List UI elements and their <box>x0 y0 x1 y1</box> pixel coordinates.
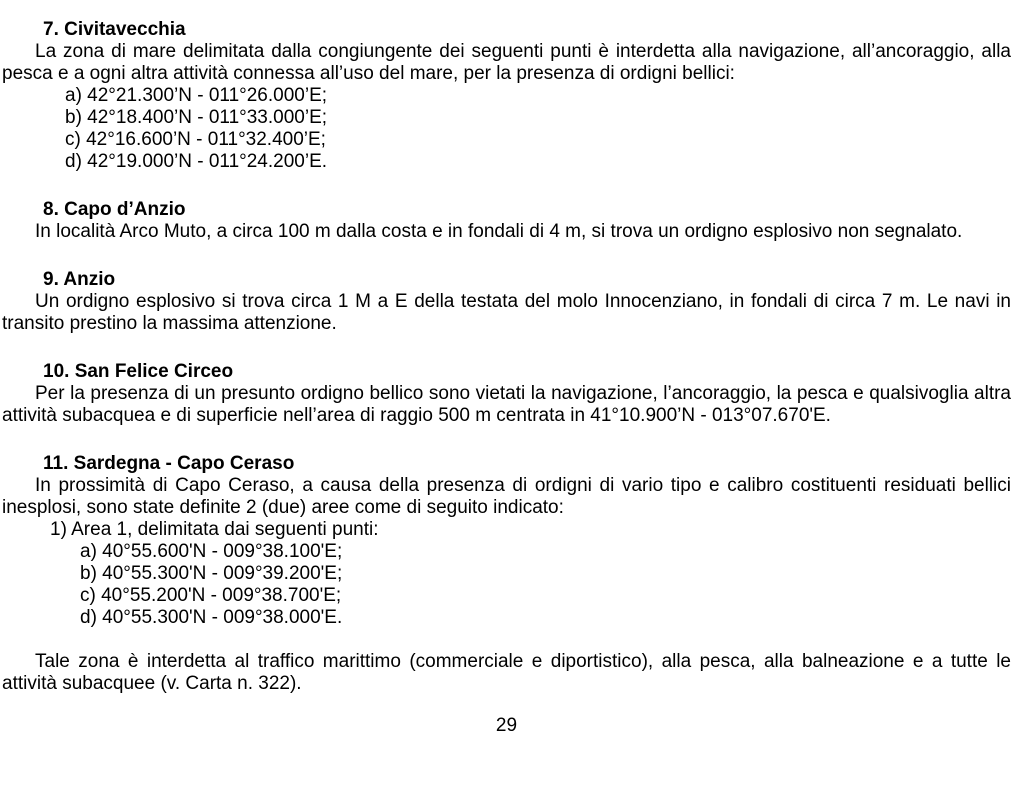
section-paragraph-capo-danzio: In località Arco Muto, a circa 100 m dalla costa e in fondali di 4 m, si trova un ordigno esplosivo non segnalato. <box>35 221 963 242</box>
coordinate-item: b) 42°18.400’N - 011°33.000’E; <box>65 107 328 128</box>
area-list-item: 1) Area 1, delimitata dai seguenti punti: <box>50 519 379 540</box>
coordinate-item: d) 40°55.300'N - 009°38.000'E. <box>80 607 343 628</box>
section-paragraph-sardegna-capo-ceraso: In prossimità di Capo Ceraso, a causa della presenza di ordigni di vario tipo e calibro costituenti residuati bellici inesplosi, sono state definite 2 (due) aree come di seguito indicato: <box>2 475 1011 518</box>
coordinate-item: b) 40°55.300'N - 009°39.200'E; <box>80 563 343 584</box>
closing-paragraph: Tale zona è interdetta al traffico marittimo (commerciale e diportistico), alla pesca, alla balneazione e a tutte le attività subacquee (v. Carta n. 322). <box>2 651 1011 694</box>
coordinate-item: c) 42°16.600’N - 011°32.400’E; <box>65 129 326 150</box>
section-heading-sardegna-capo-ceraso: 11. Sardegna - Capo Ceraso <box>43 453 295 474</box>
section-paragraph-civitavecchia: La zona di mare delimitata dalla congiungente dei seguenti punti è interdetta alla navigazione, all’ancoraggio, alla pesca e a ogni altra attività connessa all’uso del mare, per la presenza di ordigni bellici: <box>2 41 1011 84</box>
coordinate-item: a) 42°21.300’N - 011°26.000’E; <box>65 85 328 106</box>
page-number: 29 <box>495 715 518 736</box>
coordinate-item: c) 40°55.200'N - 009°38.700'E; <box>80 585 342 606</box>
coordinate-list-civitavecchia <box>65 85 1011 173</box>
coordinate-item: a) 40°55.600'N - 009°38.100'E; <box>80 541 343 562</box>
coordinate-item: d) 42°19.000’N - 011°24.200’E. <box>65 151 328 172</box>
section-heading-capo-danzio: 8. Capo d’Anzio <box>43 199 186 220</box>
coordinate-list-capo-ceraso <box>80 541 1011 629</box>
section-heading-civitavecchia: 7. Civitavecchia <box>43 19 186 40</box>
section-paragraph-san-felice-circeo: Per la presenza di un presunto ordigno bellico sono vietati la navigazione, l’ancoraggio, la pesca e qualsivoglia altra attività subacquea e di superficie nell’area di raggio 500 m centrata in 41°10.900’N - 013°07.670'E. <box>2 383 1011 426</box>
section-paragraph-anzio: Un ordigno esplosivo si trova circa 1 M a E della testata del molo Innocenziano, in fondali di circa 7 m. Le navi in transito prestino la massima attenzione. <box>2 291 1011 334</box>
section-heading-san-felice-circeo: 10. San Felice Circeo <box>43 361 234 382</box>
section-heading-anzio: 9. Anzio <box>43 269 116 290</box>
